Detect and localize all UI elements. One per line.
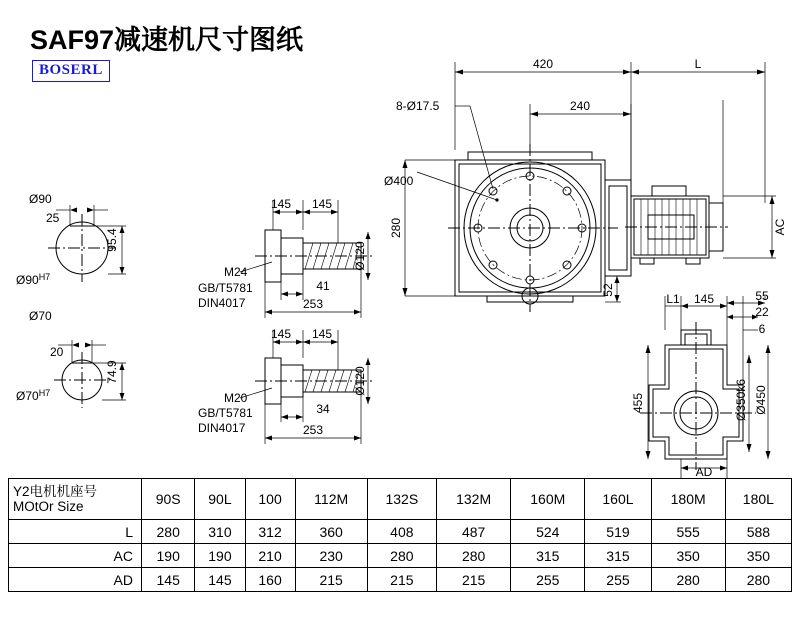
row-label: AD — [9, 568, 142, 592]
table-cell: 350 — [725, 544, 791, 568]
label-d120-b: Ø120 — [353, 366, 367, 396]
label-thread-m20: M20 — [224, 391, 248, 405]
label-d450: Ø450 — [754, 385, 768, 415]
col-header: 180M — [651, 479, 725, 520]
label-dim-41: 41 — [316, 279, 330, 293]
label-dim-145-b: 145 — [311, 197, 333, 211]
label-dim-22: 22 — [755, 305, 769, 319]
table-corner-header — [9, 479, 142, 520]
table-cell: 588 — [725, 520, 791, 544]
table-cell: 160 — [245, 568, 295, 592]
label-thread-m24: M24 — [224, 265, 248, 279]
label-dim-145-a: 145 — [270, 197, 292, 211]
page-title: SAF97减速机尺寸图纸 — [30, 25, 304, 55]
table-cell: 190 — [142, 544, 195, 568]
col-header: 132S — [367, 479, 436, 520]
label-std-din-a: DIN4017 — [198, 296, 246, 310]
table-cell: 312 — [245, 520, 295, 544]
label-std-din-b: DIN4017 — [198, 421, 246, 435]
table-cell: 280 — [142, 520, 195, 544]
table-cell: 524 — [511, 520, 585, 544]
label-dim-145-e: 145 — [693, 292, 715, 306]
label-dim-145-c: 145 — [270, 327, 292, 341]
table-cell: 280 — [725, 568, 791, 592]
label-d70h7: $Ø70^{H7}$ — [16, 388, 51, 403]
label-dim-AD: AD — [695, 465, 713, 479]
label-dim-L-top: L — [694, 57, 702, 71]
col-header: 132M — [437, 479, 511, 520]
label-d350: Ø350k6 — [734, 378, 748, 422]
end-view — [640, 296, 771, 478]
label-dim-420: 420 — [532, 57, 554, 71]
table-cell: 315 — [511, 544, 585, 568]
col-header: 90L — [195, 479, 245, 520]
col-header: 160L — [585, 479, 651, 520]
table-cell: 215 — [367, 568, 436, 592]
table-cell: 519 — [585, 520, 651, 544]
table-header-row — [9, 479, 792, 520]
label-d90h7: $Ø90^{H7}$ — [16, 272, 51, 287]
row-label: L — [9, 520, 142, 544]
table-cell: 215 — [295, 568, 367, 592]
label-std-gb-a: GB/T5781 — [198, 281, 253, 295]
table-cell: 145 — [195, 568, 245, 592]
label-dim-52: 52 — [601, 283, 615, 297]
label-d400: Ø400 — [384, 174, 414, 188]
table-cell: 408 — [367, 520, 436, 544]
label-dim-253-b: 253 — [302, 423, 324, 437]
col-header: 100 — [245, 479, 295, 520]
label-dim-AC: AC — [773, 218, 787, 236]
label-d120-a: Ø120 — [353, 241, 367, 271]
label-dim-74-9: 74.9 — [105, 360, 119, 384]
col-header: 180L — [725, 479, 791, 520]
table-cell: 210 — [245, 544, 295, 568]
row-label: AC — [9, 544, 142, 568]
corner-line-2: MOtOr Size — [13, 499, 84, 514]
table-cell: 190 — [195, 544, 245, 568]
table-row — [9, 568, 792, 592]
label-dim-280: 280 — [389, 217, 403, 239]
label-d90-top: Ø90 — [29, 192, 52, 206]
table-cell: 145 — [142, 568, 195, 592]
corner-line-1: Y2电机机座号 — [13, 484, 98, 499]
label-holes-8-17-5: 8-Ø17.5 — [396, 99, 440, 113]
col-header: 90S — [142, 479, 195, 520]
brand-logo: BOSERL — [32, 60, 110, 82]
table-cell: 280 — [651, 568, 725, 592]
table-cell: 255 — [585, 568, 651, 592]
label-dim-20: 20 — [50, 345, 64, 359]
label-dim-6: 6 — [758, 322, 766, 336]
label-dim-95-4: 95.4 — [105, 228, 119, 252]
label-dim-253-a: 253 — [302, 297, 324, 311]
label-dim-240: 240 — [569, 99, 591, 113]
label-dim-L1: L1 — [666, 292, 680, 306]
table-cell: 315 — [585, 544, 651, 568]
table-cell: 360 — [295, 520, 367, 544]
label-dim-34: 34 — [316, 402, 330, 416]
table-cell: 280 — [437, 544, 511, 568]
table-cell: 487 — [437, 520, 511, 544]
label-std-gb-b: GB/T5781 — [198, 406, 253, 420]
table-cell: 255 — [511, 568, 585, 592]
label-dim-455: 455 — [631, 392, 645, 414]
col-header: 160M — [511, 479, 585, 520]
col-header: 112M — [295, 479, 367, 520]
table-row — [9, 520, 792, 544]
table-row — [9, 544, 792, 568]
table-cell: 280 — [367, 544, 436, 568]
label-dim-145-d: 145 — [311, 327, 333, 341]
table-cell: 310 — [195, 520, 245, 544]
table-cell: 230 — [295, 544, 367, 568]
label-dim-55: 55 — [755, 289, 769, 303]
label-d70-top: Ø70 — [29, 309, 52, 323]
table-cell: 555 — [651, 520, 725, 544]
table-cell: 350 — [651, 544, 725, 568]
table-cell: 215 — [437, 568, 511, 592]
label-dim-25: 25 — [46, 211, 60, 225]
dimensions-table — [8, 478, 792, 592]
